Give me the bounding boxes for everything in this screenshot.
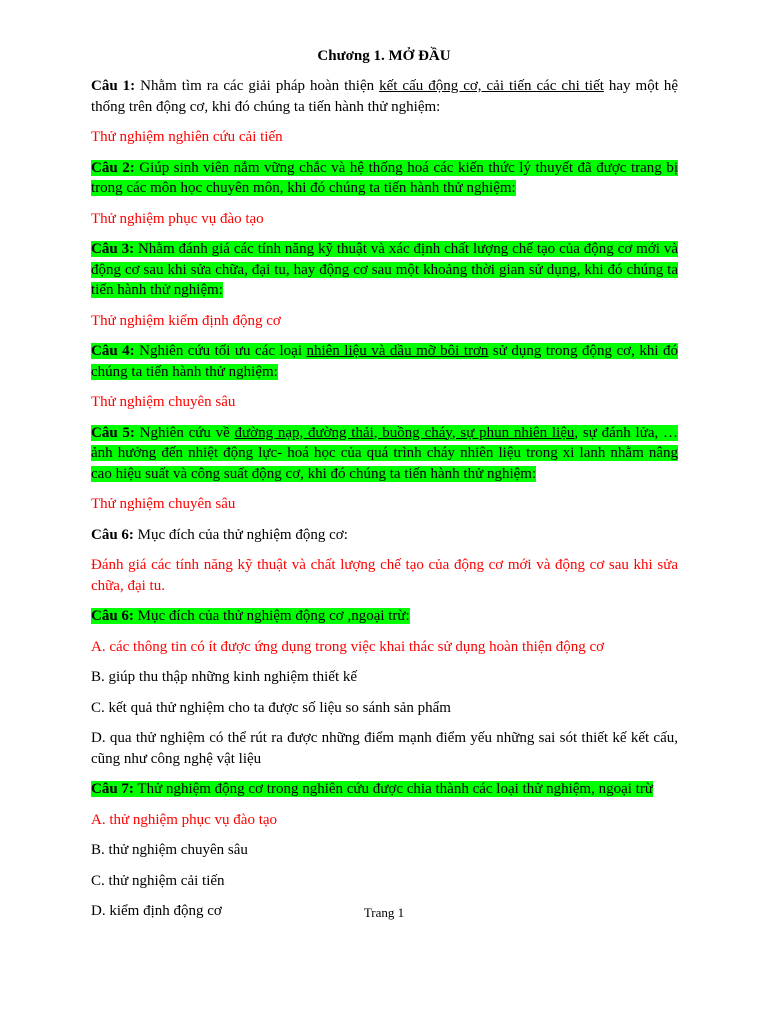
question-text: Giúp sinh viên nắm vững chắc và hệ thống hoá các kiến thức lý thuyết đã được trang bị trong các môn học chuyên môn, khi đó chúng ta tiến hành thử nghiệm:: [91, 159, 678, 196]
question-label: Câu 6:: [91, 608, 134, 624]
option-b: B. thử nghiệm chuyên sâu: [91, 842, 248, 858]
option-b: B. giúp thu thập những kinh nghiệm thiết kế: [91, 669, 358, 685]
question-text: Nghiên cứu về: [134, 424, 235, 441]
question-label: Câu 5:: [91, 424, 135, 441]
option-c: C. kết quả thử nghiệm cho ta được số liệu so sánh sản phẩm: [91, 699, 451, 716]
answer-5: Thử nghiệm chuyên sâu: [91, 496, 236, 512]
question-label: Câu 3:: [91, 241, 135, 257]
highlighted-question: [91, 160, 678, 197]
option-d: D. kiểm định động cơ: [91, 903, 222, 919]
question-underlined-text: kết cấu động cơ, cải tiến các chi tiết: [379, 78, 604, 94]
highlighted-question: [91, 241, 678, 298]
question-label: Câu 7:: [91, 781, 134, 797]
question-6b: [91, 606, 678, 627]
question-3: [91, 239, 678, 301]
highlighted-question: [91, 425, 678, 482]
question-label: Câu 2:: [91, 159, 135, 176]
question-text: Nghiên cứu tối ưu các loại: [134, 343, 307, 359]
highlighted-question: [91, 608, 410, 624]
question-underlined-text: nhiên liệu và dầu mỡ bôi trơn: [306, 343, 489, 359]
page-number: Trang 1: [363, 905, 405, 920]
answer-4: Thử nghiệm chuyên sâu: [91, 394, 236, 410]
option-c: C. thử nghiệm cải tiến: [91, 872, 225, 889]
answer-6a: Đánh giá các tính năng kỹ thuật và chất lượng chế tạo của động cơ mới và động cơ sau khi sửa chữa, đại tu.: [91, 557, 678, 594]
question-text: Mục đích của thử nghiệm động cơ:: [133, 526, 348, 543]
question-label: Câu 6:: [91, 526, 134, 543]
question-text: , sự đánh lửa, … ảnh hưởng đến nhiệt động lực- hoá học của quá trình cháy nhiên liệu trong xi lanh nhằm nâng cao hiệu suất và công suất động cơ, khi đó chúng ta tiến hành thử nghiệm:: [91, 424, 678, 482]
question-label: Câu 1:: [91, 78, 136, 94]
question-6a: [91, 525, 678, 546]
option-a-correct: A. các thông tin có ít được ứng dụng trong việc khai thác sử dụng hoàn thiện động cơ: [91, 638, 605, 655]
question-text: sử dụng trong động cơ, khi đó chúng ta tiến hành thử nghiệm:: [91, 343, 678, 380]
question-text: hay một hệ thống trên động cơ, khi đó chúng ta tiến hành thử nghiệm:: [91, 78, 679, 115]
question-text: Nhằm tìm ra các giải pháp hoàn thiện: [135, 78, 380, 94]
question-2: [91, 158, 678, 199]
question-5: [91, 423, 678, 485]
question-label: Câu 4:: [91, 343, 135, 359]
option-a-correct: A. thử nghiệm phục vụ đào tạo: [91, 811, 278, 828]
question-underlined-text: đường nạp, đường thải, buồng cháy, sự phun nhiên liệu: [234, 424, 575, 441]
question-4: [91, 341, 678, 382]
option-d: D. qua thử nghiệm có thể rút ra được những điểm mạnh điểm yếu những sai sót thiết kế kết cấu, cũng như công nghệ vật liệu: [91, 730, 678, 767]
document-content: [91, 76, 678, 932]
highlighted-question: [91, 343, 678, 380]
chapter-title: Chương 1. MỞ ĐẦU: [317, 48, 451, 64]
question-text: Mục đích của thử nghiệm động cơ ,ngoại trừ:: [133, 608, 410, 624]
question-1: [91, 76, 678, 117]
answer-3: Thử nghiệm kiểm định động cơ: [91, 312, 281, 329]
answer-1: Thử nghiệm nghiên cứu cải tiến: [91, 129, 283, 145]
question-7: [91, 779, 678, 800]
answer-2: Thử nghiệm phục vụ đào tạo: [91, 210, 264, 227]
question-text: Thử nghiệm động cơ trong nghiên cứu được chia thành các loại thử nghiệm, ngoại trừ: [133, 781, 653, 797]
highlighted-question: [91, 781, 653, 797]
question-text: Nhằm đánh giá các tính năng kỹ thuật và xác định chất lượng chế tạo của động cơ mới và động cơ sau khi sửa chữa, đại tu, hay động cơ sau một khoảng thời gian sử dụng, khi đó chúng ta tiến hành thử nghiệm:: [91, 241, 678, 298]
